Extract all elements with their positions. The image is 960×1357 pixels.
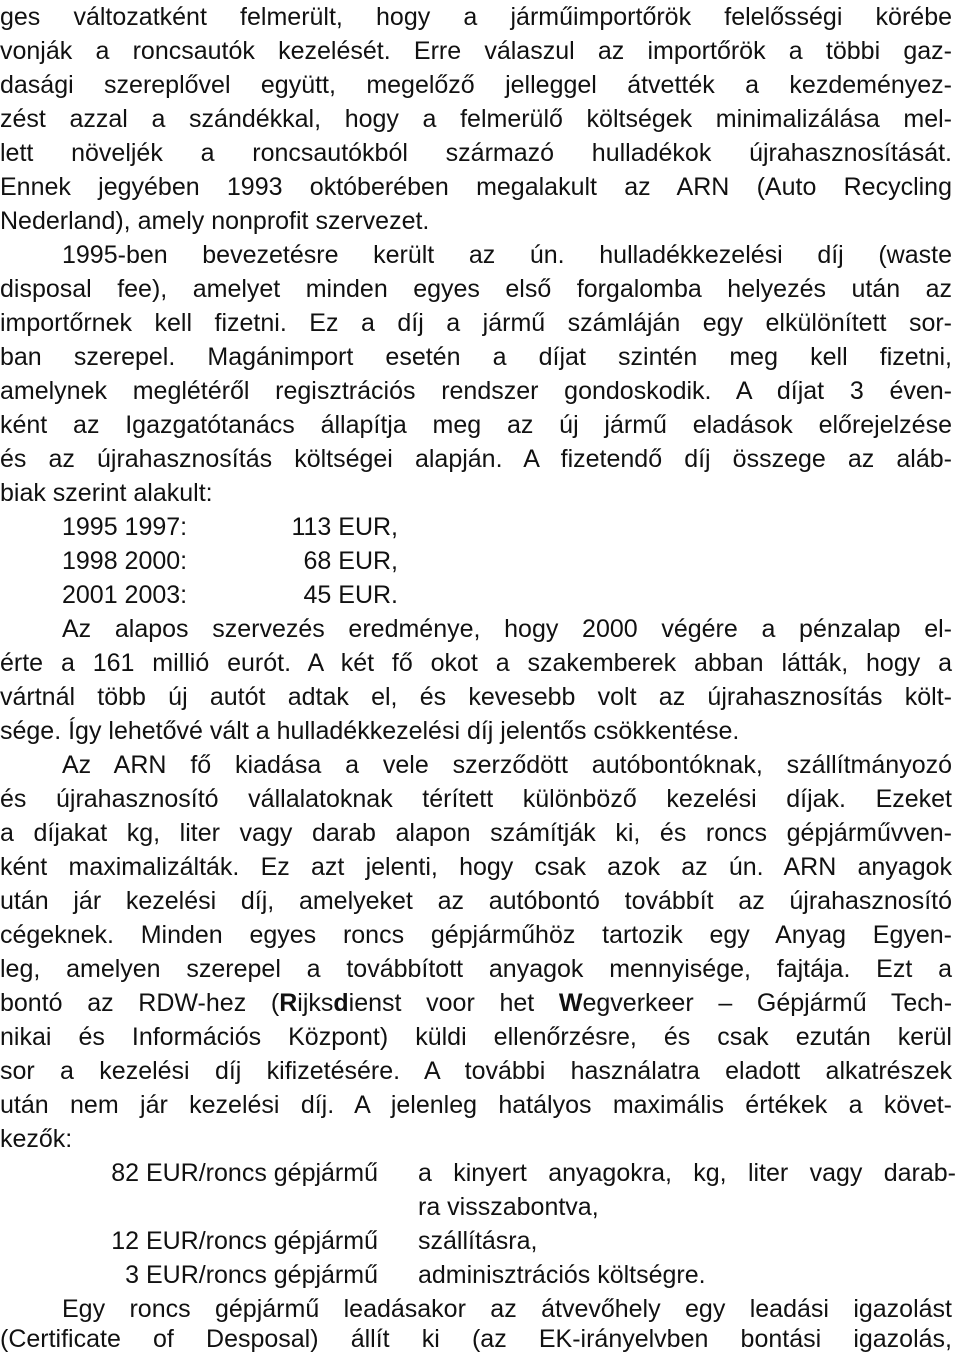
fee-table-row (0, 510, 960, 544)
text-line: ként az Igazgatótanács állapítja meg az új jármű eladások előrejelzése (0, 411, 952, 439)
bold-letter: W (558, 989, 583, 1017)
paragraph-first-line: Az ARN fő kiadása a vele szerződött autóbontóknak, szállítmányozó (62, 751, 952, 779)
fee-period: 1998 2000: (62, 547, 188, 575)
max-fee-row (0, 1258, 960, 1292)
text-line: amelynek meglétéről regisztrációs rendszer gondoskodik. A díjat 3 éven- (0, 377, 952, 405)
bold-letter: d (333, 989, 349, 1017)
text-line: és újrahasznosító vállalatoknak térített különböző kezelési díjak. Ezeket (0, 785, 952, 813)
paragraph-first-line: Az alapos szervezés eredménye, hogy 2000 végére a pénzalap el- (62, 615, 952, 643)
fee-amount: 68 EUR, (303, 547, 398, 575)
text-line: és az újrahasznosítás költségei alapján. A fizetendő díj összege az aláb- (0, 445, 952, 473)
text-line: biak szerint alakult: (0, 479, 213, 507)
text-run: bontó az RDW-hez ( (0, 989, 280, 1017)
text-line: után nem jár kezelési díj. A jelenleg hatályos maximális értékek a követ- (0, 1091, 952, 1119)
text-line: ges változatként felmerült, hogy a járműimportőrök felelősségi körébe (0, 3, 952, 31)
text-line: ként maximalizálták. Ez azt jelenti, hogy csak azok az ún. ARN anyagok (0, 853, 952, 881)
paragraph-first-line: 1995-ben bevezetésre került az ún. hulladékkezelési díj (waste (62, 241, 952, 269)
text-line: után jár kezelési díj, amelyeket az autóbontó továbbít az újrahasznosító (0, 887, 952, 915)
text-line: ban szerepel. Magánimport esetén a díjat szintén meg kell fizetni, (0, 343, 952, 371)
text-line: zést azzal a szándékkal, hogy a felmerülő költségek minimalizálása mel- (0, 105, 952, 133)
text-line: Ennek jegyében 1993 októberében megalakult az ARN (Auto Recycling (0, 173, 952, 201)
text-line: sor a kezelési díj kifizetésére. A további használatra eladott alkatrészek (0, 1057, 952, 1085)
text-line: lett növeljék a roncsautókból származó hulladékok újrahasznosítását. (0, 139, 952, 167)
max-fee-amount: 3 EUR/roncs gépjármű (125, 1261, 378, 1289)
fee-amount: 113 EUR, (291, 513, 398, 541)
text-run: egverkeer – Gépjármű Tech- (582, 989, 953, 1017)
text-line: (Certificate of Desposal) állít ki (az EK-irányelvben bontási igazolás, (0, 1325, 952, 1353)
max-fee-description: adminisztrációs költségre. (418, 1261, 706, 1289)
max-fee-row-continuation (0, 1190, 960, 1224)
fee-period: 2001 2003: (62, 581, 188, 609)
text-run: ijks (297, 989, 334, 1017)
text-line: nikai és Információs Központ) küldi ellenőrzésre, és csak ezután kerül (0, 1023, 952, 1051)
text-line: importőrnek kell fizetni. Ez a díj a jármű számláján egy elkülönített sor- (0, 309, 952, 337)
text-line: cégeknek. Minden egyes roncs gépjárműhöz tartozik egy Anyag Egyen- (0, 921, 952, 949)
fee-table-row (0, 578, 960, 612)
rdw-line (0, 986, 952, 1020)
text-line: kezők: (0, 1125, 73, 1153)
text-run: ienst voor het (348, 989, 559, 1017)
paragraph-first-line: Egy roncs gépjármű leadásakor az átvevőhely egy leadási igazolást (62, 1295, 952, 1323)
text-line: dasági szereplővel együtt, megelőző jelleggel átvették a kezdeményez- (0, 71, 952, 99)
max-fee-amount: 12 EUR/roncs gépjármű (111, 1227, 378, 1255)
bold-letter: R (279, 989, 298, 1017)
text-line: sége. Így lehetővé vált a hulladékkezelési díj jelentős csökkentése. (0, 717, 740, 745)
fee-table-row (0, 544, 960, 578)
text-line: leg, amelyen szerepel a továbbított anyagok mennyisége, fajtája. Ezt a (0, 955, 952, 983)
text-line: a díjakat kg, liter vagy darab alapon számítják ki, és roncs gépjárművven- (0, 819, 952, 847)
max-fee-description: a kinyert anyagokra, kg, liter vagy darab- (418, 1159, 956, 1187)
max-fee-amount: 82 EUR/roncs gépjármű (111, 1159, 378, 1187)
text-line: érte a 161 millió eurót. A két fő okot a szakemberek abban látták, hogy a (0, 649, 952, 677)
fee-amount: 45 EUR. (303, 581, 398, 609)
max-fee-description: szállításra, (418, 1227, 538, 1255)
fee-period: 1995 1997: (62, 513, 188, 541)
text-line: Nederland), amely nonprofit szervezet. (0, 207, 430, 235)
max-fee-row (0, 1224, 960, 1258)
max-fee-row (0, 1156, 960, 1190)
max-fee-description: ra visszabontva, (418, 1193, 599, 1221)
text-line: vonják a roncsautók kezelését. Erre válaszul az importőrök a többi gaz- (0, 37, 952, 65)
text-line: vártnál több új autót adtak el, és kevesebb volt az újrahasznosítás költ- (0, 683, 952, 711)
text-line: disposal fee), amelyet minden egyes első forgalomba helyezés után az (0, 275, 952, 303)
